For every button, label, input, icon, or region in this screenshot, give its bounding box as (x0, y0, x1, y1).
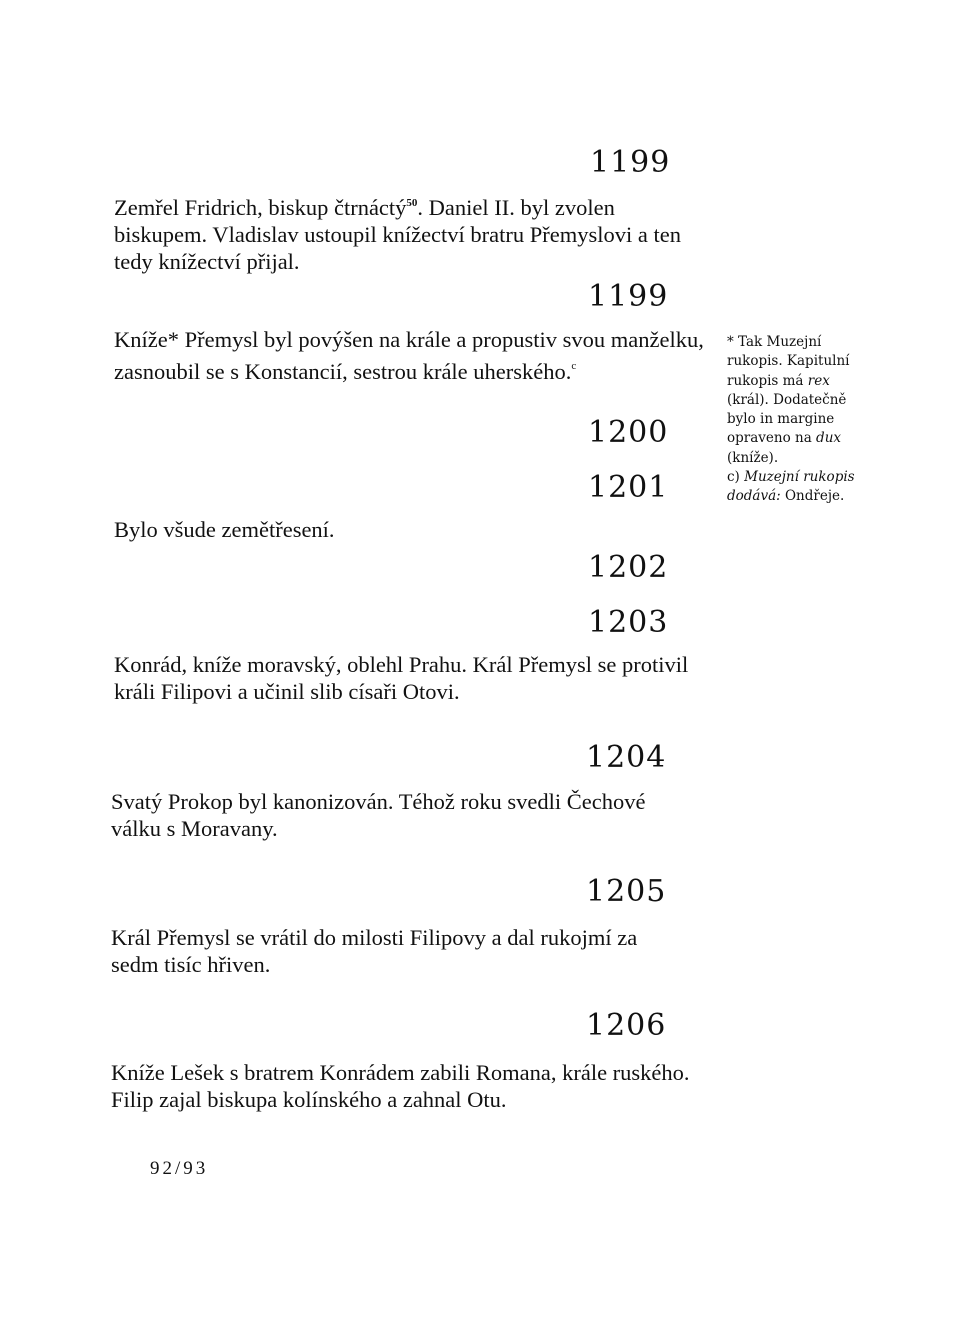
entry-text: Kníže* Přemysl byl povýšen na krále a propustiv svou manželku, zasnoubil se s Konstancií, sestrou krále uherského.$^c$ (114, 327, 704, 384)
year-heading: 1202 (588, 550, 669, 585)
year-heading: 1200 (588, 415, 669, 450)
entry-text: Svatý Prokop byl kanonizován. Téhož roku svedli Čechové válku s Moravany. (111, 789, 646, 841)
entry-text: Kníže Lešek s bratrem Konrádem zabili Romana, krále ruského. Filip zajal biskupa kolínského a zahnal Otu. (111, 1060, 690, 1112)
footnote-ref: 50 (406, 197, 418, 209)
year-heading: 1205 (586, 874, 667, 909)
note-ref: c (571, 360, 577, 372)
entry-text: Král Přemysl se vrátil do milosti Filipovy a dal rukojmí za sedm tisíc hřiven. (111, 925, 638, 977)
page-number: 92/93 (150, 1158, 209, 1179)
margin-note: * Tak Muzejní rukopis. Kapitulní rukopis má rex (král). Dodatečně bylo in margine opraveno na dux (kníže). c) Muzejní rukopis dodává: Ondřeje. (727, 334, 855, 505)
year-heading: 1199 (590, 145, 671, 180)
year-heading: 1201 (588, 470, 669, 505)
entry-text: Bylo všude zemětřesení. (114, 517, 335, 542)
year-heading: 1203 (588, 605, 669, 640)
year-heading: 1204 (586, 740, 667, 775)
year-heading: 1206 (586, 1008, 667, 1043)
entry-text: Konrád, kníže moravský, oblehl Prahu. Král Přemysl se protivil králi Filipovi a učinil slib císaři Otovi. (114, 652, 689, 704)
year-heading: 1199 (588, 279, 669, 314)
entry-text: Zemřel Fridrich, biskup čtrnáctý$^{50}$. Daniel II. byl zvolen biskupem. Vladislav ustoupil knížectví bratru Přemyslovi a ten tedy knížectví přijal. (114, 195, 681, 274)
